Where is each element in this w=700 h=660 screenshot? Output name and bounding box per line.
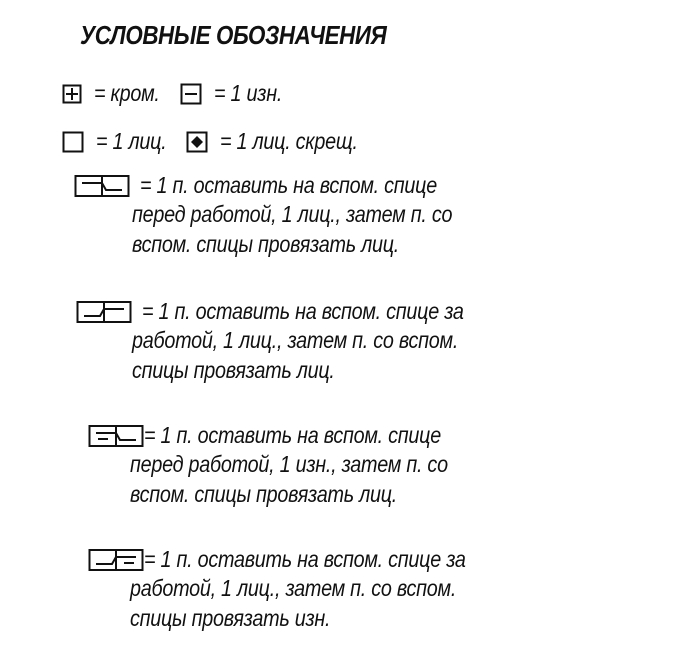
legend-cable-3 (88, 422, 500, 509)
crossed-knit-stitch-icon (186, 131, 208, 153)
cable-left-knit-icon (74, 174, 130, 198)
cable-1-line-2: перед работой, 1 лиц., затем п. со (132, 201, 453, 227)
legend-crossed-knit-text: = 1 лиц. скрещ. (219, 128, 358, 154)
legend-purl-text: = 1 изн. (214, 80, 283, 106)
cable-1-line-1: = 1 п. оставить на вспом. спице (140, 172, 437, 198)
legend-knit-text: = 1 лиц. (96, 128, 167, 154)
legend-cable-4 (88, 546, 518, 633)
cable-4-line-3: спицы провязать изн. (130, 605, 331, 631)
cable-3-line-3: вспом. спицы провязать лиц. (130, 481, 398, 507)
cable-right-purl-icon (88, 548, 144, 572)
legend-title: УСЛОВНЫЕ ОБОЗНАЧЕНИЯ (80, 20, 387, 50)
legend-row-1 (62, 80, 293, 107)
cable-1-line-3: вспом. спицы провязать лиц. (132, 231, 400, 257)
legend-edge-stitch-text: = кром. (94, 80, 160, 106)
cable-4-line-2: работой, 1 лиц., затем п. со вспом. (130, 575, 457, 601)
legend-cable-1 (74, 172, 504, 259)
cable-2-line-3: спицы провязать лиц. (132, 357, 335, 383)
cable-right-knit-icon (76, 300, 132, 324)
purl-stitch-icon (180, 83, 202, 105)
cable-3-line-2: перед работой, 1 изн., затем п. со (130, 451, 448, 477)
knit-stitch-icon (62, 131, 84, 153)
cable-left-purl-icon (88, 424, 144, 448)
legend-row-2 (62, 128, 380, 155)
cable-2-line-1: = 1 п. оставить на вспом. спице за (142, 298, 464, 324)
cable-4-line-1: = 1 п. оставить на вспом. спице за (144, 546, 466, 572)
legend-cable-2 (76, 298, 516, 385)
cable-3-line-1: = 1 п. оставить на вспом. спице (144, 422, 441, 448)
cable-2-line-2: работой, 1 лиц., затем п. со вспом. (132, 327, 459, 353)
edge-stitch-icon (62, 84, 82, 104)
